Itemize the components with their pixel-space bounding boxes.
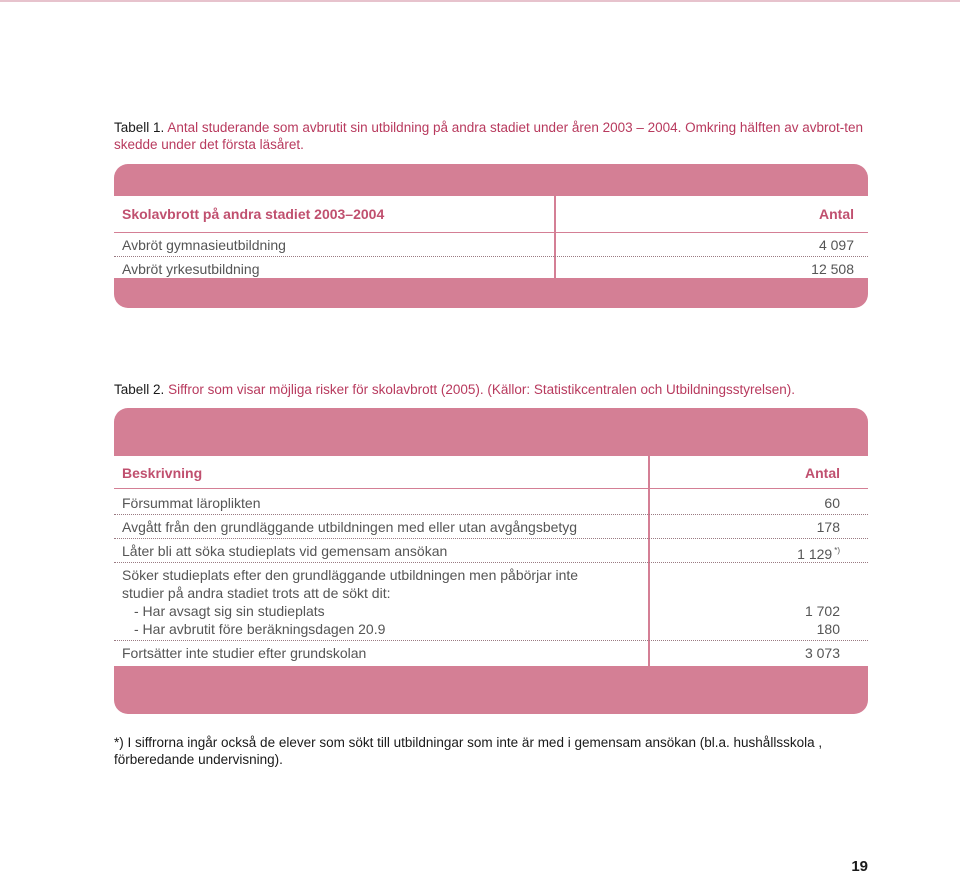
table1-header-count: Antal <box>819 206 854 222</box>
table2-row-value-number: 1 129 <box>797 546 833 562</box>
table2-row-label-line1: Söker studieplats efter den grundläggande utbildningen men påbörjar inte <box>122 567 579 583</box>
table2-row-value: 3 073 <box>804 645 840 661</box>
page-number: 19 <box>851 858 868 875</box>
footnote: *) I siffrorna ingår också de elever som sökt till utbildningar som inte är med i gemensam ansökan (bl.a. hushållsskola , förberedande undervisning). <box>114 735 823 767</box>
table2-row-label: Låter bli att söka studieplats vid gemensam ansökan <box>122 543 448 559</box>
table2-header-rule <box>114 488 868 489</box>
table2-row-value: 1 702 <box>804 603 840 619</box>
table1-column-divider <box>554 196 556 278</box>
table2-row-label: - Har avsagt sig sin studieplats <box>134 603 325 619</box>
table2-row-divider <box>114 640 868 641</box>
table2-row-divider <box>114 562 868 563</box>
table1-caption <box>114 119 864 153</box>
table2-caption-text: Siffror som visar möjliga risker för skolavbrott (2005). (Källor: Statistikcentralen och Utbildningsstyrelsen). <box>168 382 796 397</box>
table1-body <box>114 196 868 278</box>
table1-panel <box>114 164 868 308</box>
table2-row-value: 178 <box>816 519 840 535</box>
table2-row-value: 180 <box>816 621 840 637</box>
table2-row-label: Försummat läroplikten <box>122 495 261 511</box>
table2-row-value: 60 <box>824 495 840 511</box>
table1-header-rule <box>114 232 868 233</box>
table2-caption-label: Tabell 2. <box>114 382 165 397</box>
top-rule <box>0 0 960 2</box>
table2-header-count: Antal <box>805 465 840 481</box>
table1-row-value: 12 508 <box>811 261 854 277</box>
table1-header-title: Skolavbrott på andra stadiet 2003–2004 <box>122 206 385 222</box>
table1-row-value: 4 097 <box>818 237 854 253</box>
table2-row-divider <box>114 514 868 515</box>
table2-header-title: Beskrivning <box>122 465 203 481</box>
table1-caption-label: Tabell 1. <box>114 120 165 135</box>
table1-caption-text: Antal studerande som avbrutit sin utbildning på andra stadiet under åren 2003 – 2004. Omkring hälften av avbrot-ten skedde under det första läsåret. <box>114 120 863 152</box>
table2-row-footnote-mark: *) <box>834 546 840 555</box>
table2-row-label-line2: studier på andra stadiet trots att de sökt dit: <box>122 585 391 601</box>
table1-row-label: Avbröt gymnasieutbildning <box>122 237 286 253</box>
table2-caption <box>114 381 874 398</box>
table2-row-label: Avgått från den grundläggande utbildningen med eller utan avgångsbetyg <box>122 519 578 535</box>
table2-body <box>114 456 868 666</box>
table2-row-divider <box>114 538 868 539</box>
table2-panel <box>114 408 868 714</box>
table2-row-value <box>660 542 840 563</box>
table2-row-label: Fortsätter inte studier efter grundskolan <box>122 645 367 661</box>
table1-row-label: Avbröt yrkesutbildning <box>122 261 260 277</box>
table2-row-label: - Har avbrutit före beräkningsdagen 20.9 <box>134 621 386 637</box>
table1-row-divider <box>114 256 868 257</box>
